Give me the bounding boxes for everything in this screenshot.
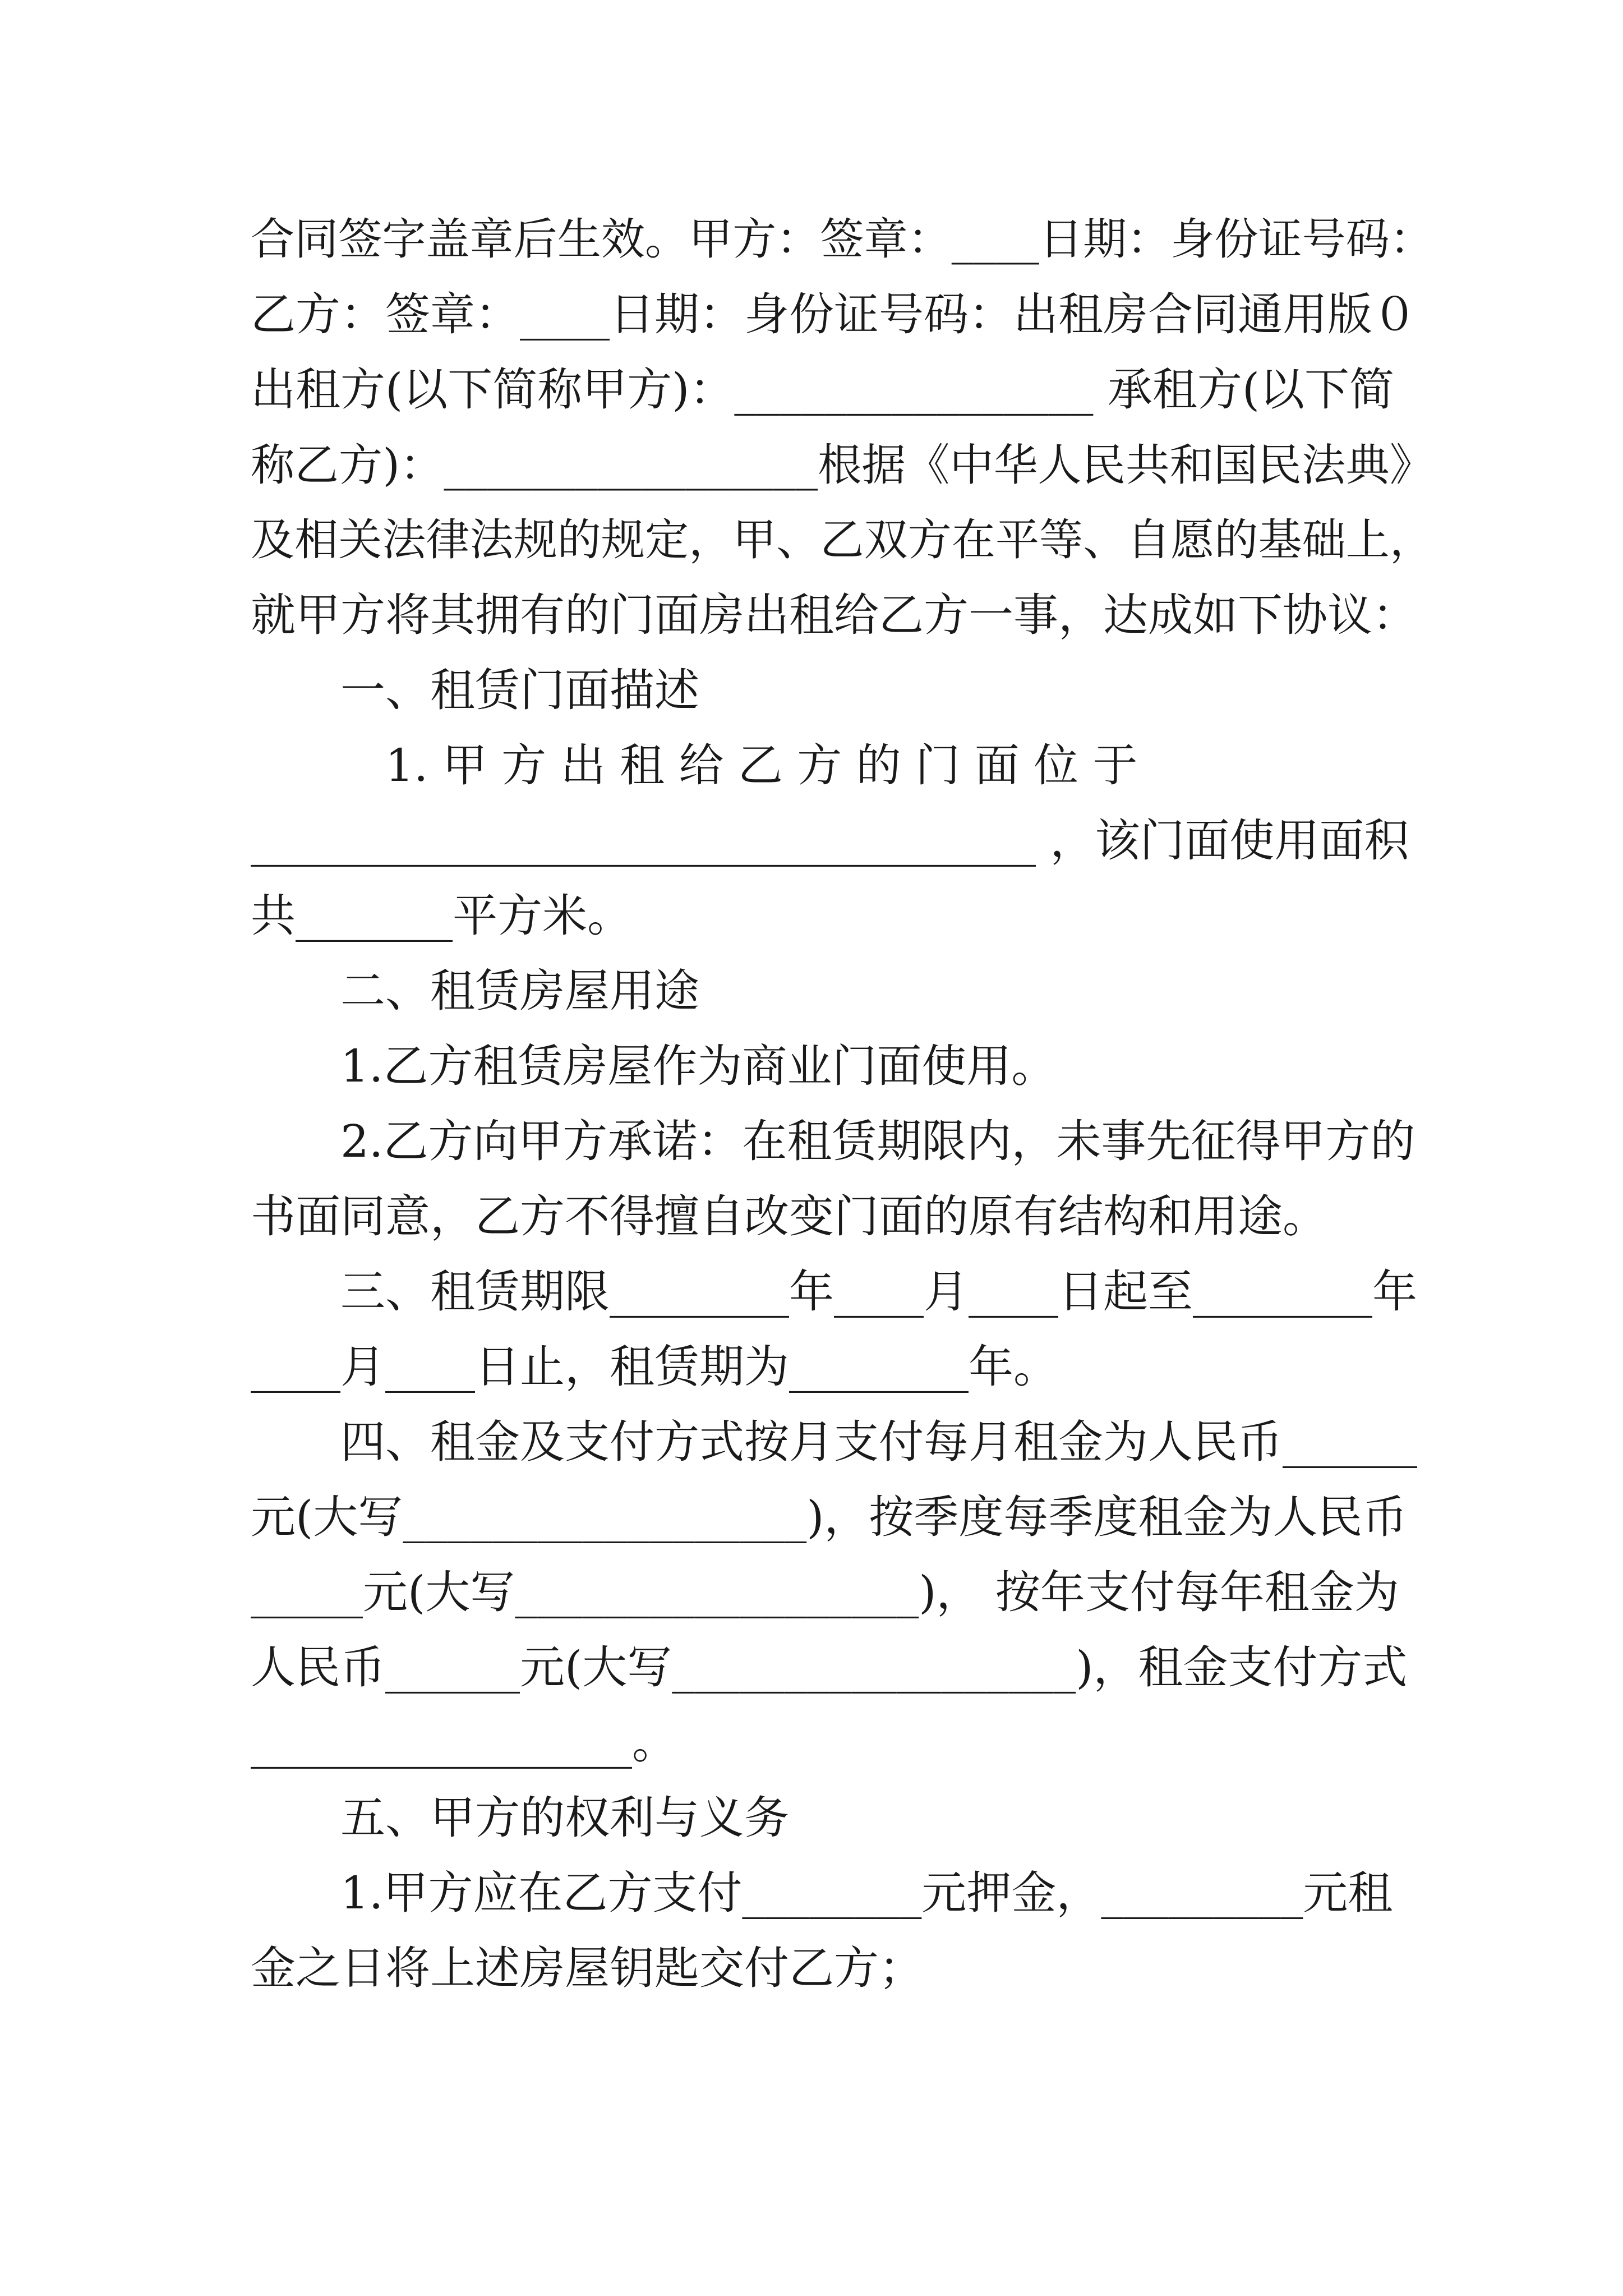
text-line: 称乙方)：_________________根据《中华人民共和国民法典》 (251, 439, 1434, 491)
section-heading: 一、租赁门面描述 (251, 664, 699, 716)
text-line: 共_______平方米。 (251, 890, 632, 942)
text-line: 1.乙方租赁房屋作为商业门面使用。 (251, 1040, 1057, 1092)
section-heading: 三、租赁期限________年____月____日起至________年 (251, 1266, 1417, 1318)
text-line: _________________。 (251, 1717, 677, 1769)
text-line: 出租方(以下简称甲方)：________________ 承租方(以下简 (251, 364, 1395, 416)
text-line: 合同签字盖章后生效。甲方：签章：____日期：身份证号码： (251, 214, 1433, 265)
text-line: 2.乙方向甲方承诺：在租赁期限内，未事先征得甲方的 (251, 1115, 1415, 1167)
text-line: 元(大写__________________)，按季度每季度租金为人民币 (251, 1491, 1408, 1543)
text-line: 1. 甲 方 出 租 给 乙 方 的 门 面 位 于 (251, 739, 1138, 792)
section-heading: 四、租金及支付方式按月支付每月租金为人民币______ (251, 1416, 1417, 1468)
text-line: 就甲方将其拥有的门面房出租给乙方一事，达成如下协议： (251, 589, 1417, 641)
section-heading: 二、租赁房屋用途 (251, 965, 699, 1017)
text-line: 乙方：签章：____日期：身份证号码：出租房合同通用版０ (251, 288, 1417, 341)
text-line: 1.甲方应在乙方支付________元押金，_________元租 (251, 1867, 1393, 1919)
text-line: 书面同意，乙方不得擅自改变门面的原有结构和用途。 (251, 1190, 1327, 1243)
text-line: _____元(大写__________________)， 按年支付每年租金为 (251, 1566, 1399, 1618)
text-line: 金之日将上述房屋钥匙交付乙方； (251, 1942, 924, 1994)
text-line: 人民币______元(大写__________________)，租金支付方式 (251, 1641, 1408, 1694)
text-line: 及相关法律法规的规定，甲、乙双方在平等、自愿的基础上， (251, 514, 1433, 565)
contract-text (251, 202, 1440, 2006)
section-heading: 五、甲方的权利与义务 (251, 1792, 789, 1844)
text-line: ___________________________________ ，该门面使用面积 (251, 815, 1409, 867)
text-line: ____月____日止，租赁期为________年。 (251, 1341, 1058, 1393)
